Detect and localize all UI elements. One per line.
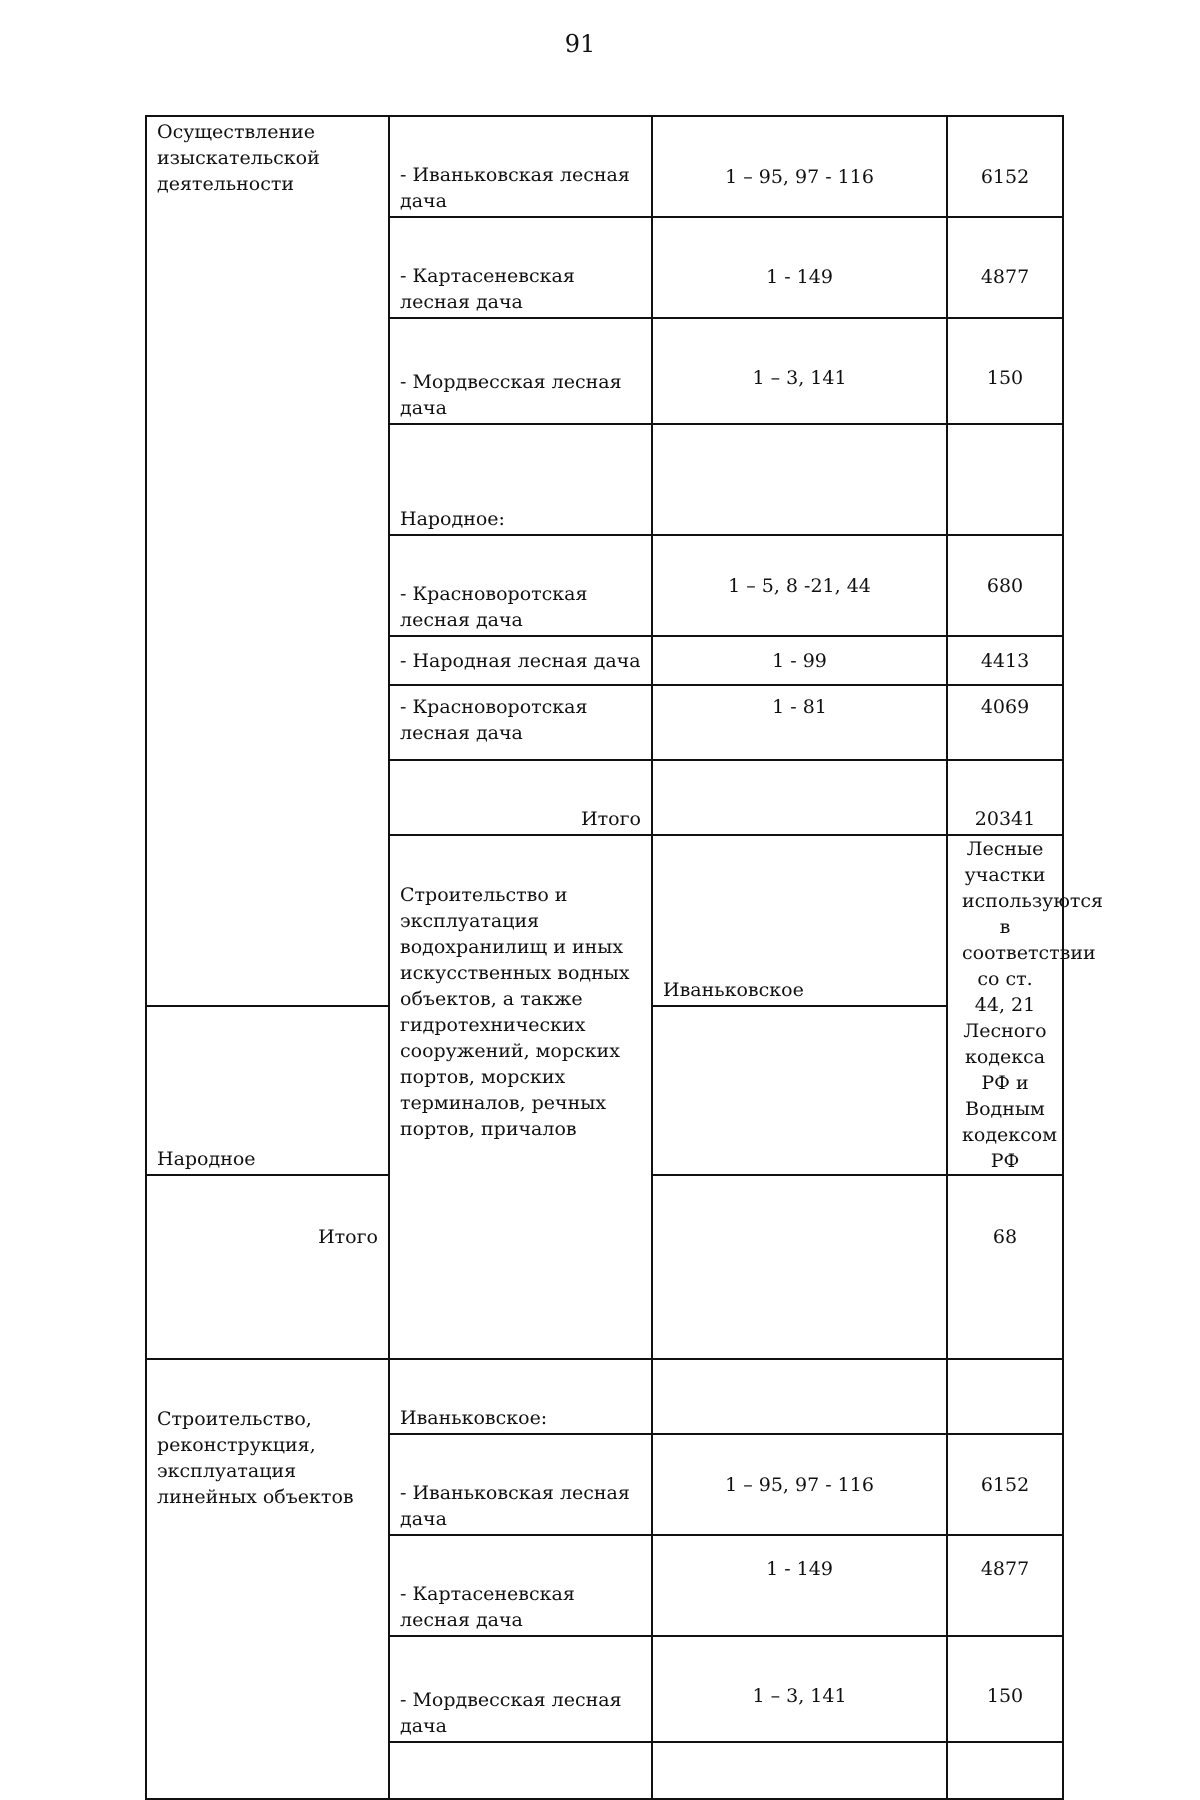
activity-cell: Строительство и эксплуатация водохранилищ и иных искусственных водных объектов, а также гидротехнических сооружений, морских портов, морских терминалов, речных портов, причалов bbox=[389, 835, 652, 1359]
area-value: 6152 bbox=[947, 116, 1063, 217]
quarter-range: 1 – 95, 97 - 116 bbox=[652, 1434, 947, 1535]
area-value: 6152 bbox=[947, 1434, 1063, 1535]
area-value: 4413 bbox=[947, 636, 1063, 685]
quarter-range: 1 – 95, 97 - 116 bbox=[652, 116, 947, 217]
page-number: 91 bbox=[564, 30, 596, 58]
area-value bbox=[947, 424, 1063, 535]
empty-cell bbox=[389, 1742, 652, 1799]
quarter-range: 1 - 149 bbox=[652, 1535, 947, 1636]
quarter-range bbox=[652, 424, 947, 535]
quarter-range: 1 – 3, 141 bbox=[652, 1636, 947, 1742]
table-row bbox=[146, 116, 1063, 217]
quarter-range: 1 - 81 bbox=[652, 685, 947, 760]
empty-cell bbox=[652, 760, 947, 835]
area-value: 4877 bbox=[947, 217, 1063, 318]
table-row bbox=[146, 1359, 1063, 1434]
forest-dacha-name: - Народная лесная дача bbox=[389, 636, 652, 685]
note-cell: Лесные участки используются в соответствии со ст. 44, 21 Лесного кодекса РФ и Водным кодексом РФ bbox=[947, 835, 1063, 1175]
empty-cell bbox=[652, 1742, 947, 1799]
total-value: 20341 bbox=[947, 760, 1063, 835]
forestry-name: Народное: bbox=[389, 424, 652, 535]
empty-cell bbox=[652, 1175, 947, 1359]
area-value bbox=[947, 1359, 1063, 1434]
quarter-range: 1 – 5, 8 -21, 44 bbox=[652, 535, 947, 636]
total-label: Итого bbox=[146, 1175, 389, 1359]
forestry-name: Иваньковское bbox=[652, 835, 947, 1006]
quarter-range: 1 - 149 bbox=[652, 217, 947, 318]
forest-dacha-name: - Картасеневская лесная дача bbox=[389, 217, 652, 318]
forest-dacha-name: - Красноворотская лесная дача bbox=[389, 535, 652, 636]
forest-use-table bbox=[145, 115, 1104, 1800]
total-value: 68 bbox=[947, 1175, 1063, 1359]
activity-cell: Строительство, реконструкция, эксплуатация линейных объектов bbox=[146, 1359, 389, 1799]
quarter-range bbox=[652, 1359, 947, 1434]
area-value: 4877 bbox=[947, 1535, 1063, 1636]
area-value: 4069 bbox=[947, 685, 1063, 760]
activity-cell: Осуществление изыскательской деятельности bbox=[146, 116, 389, 1006]
forestry-name: Народное bbox=[146, 1006, 389, 1175]
forest-dacha-name: - Мордвесская лесная дача bbox=[389, 1636, 652, 1742]
forest-dacha-name: - Мордвесская лесная дача bbox=[389, 318, 652, 424]
total-label: Итого bbox=[389, 760, 652, 835]
forest-dacha-name: - Иваньковская лесная дача bbox=[389, 116, 652, 217]
quarter-range: 1 – 3, 141 bbox=[652, 318, 947, 424]
forest-dacha-name: - Красноворотская лесная дача bbox=[389, 685, 652, 760]
forest-dacha-name: - Картасеневская лесная дача bbox=[389, 1535, 652, 1636]
forestry-name: Иваньковское: bbox=[389, 1359, 652, 1434]
forest-dacha-name: - Иваньковская лесная дача bbox=[389, 1434, 652, 1535]
quarter-range: 1 - 99 bbox=[652, 636, 947, 685]
area-value: 680 bbox=[947, 535, 1063, 636]
area-value: 150 bbox=[947, 1636, 1063, 1742]
area-value: 150 bbox=[947, 318, 1063, 424]
empty-cell bbox=[947, 1742, 1063, 1799]
